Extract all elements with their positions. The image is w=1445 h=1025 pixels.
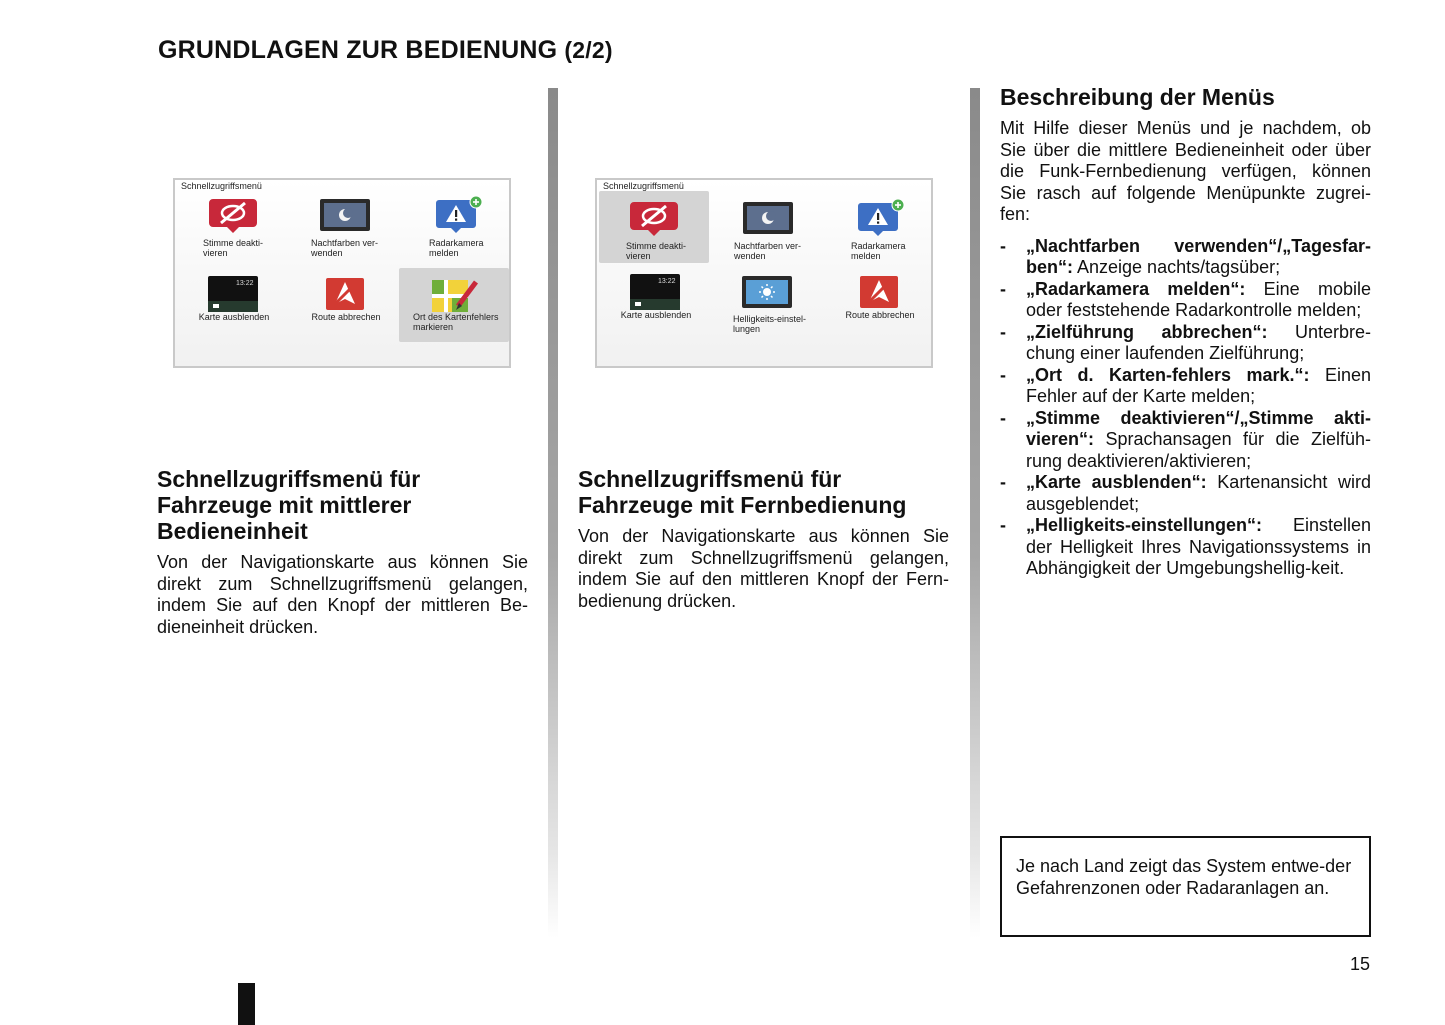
list-item <box>1000 472 1371 515</box>
list-item <box>1000 365 1371 408</box>
hide-map-icon <box>629 272 681 310</box>
map-error-icon <box>428 276 480 314</box>
section-menu-description <box>1000 84 1371 580</box>
list-item-desc: Eine mobile oder feststehende Radarkontrolle melden; <box>1026 278 1371 320</box>
list-dash: - <box>1000 278 1006 299</box>
list-item-desc: Sprachansagen für die Zielfüh-rung deaktivieren/aktivieren; <box>1026 429 1371 471</box>
list-dash: - <box>1000 364 1006 385</box>
hide-map-time: 13:22 <box>236 280 254 287</box>
list-item-desc: Anzeige nachts/tagsüber; <box>1073 257 1281 277</box>
radar-camera-icon <box>853 199 905 237</box>
tile-label: Nachtfarben ver- wenden <box>311 238 379 258</box>
list-item <box>1000 515 1371 580</box>
quick-menu-screenshot-middle <box>595 178 933 368</box>
column-divider-left <box>548 88 558 938</box>
tile-voice-off <box>179 188 287 260</box>
list-dash: - <box>1000 321 1006 342</box>
section-heading: Schnellzugriffsmenü für Fahrzeuge mit mittlerer Bedieneinheit <box>157 466 421 544</box>
list-item-term: „Stimme deaktivieren“/„Stimme akti-vieren“: <box>1026 407 1371 449</box>
column-divider-right <box>970 88 980 938</box>
page-title-suffix: (2/2) <box>564 37 613 63</box>
hide-map-time: 13:22 <box>658 278 676 285</box>
tile-label: Radarkamera melden <box>429 238 484 258</box>
list-item <box>1000 408 1371 473</box>
page-title-text: GRUNDLAGEN ZUR BEDIENUNG <box>158 36 558 64</box>
tile-brightness <box>713 264 821 336</box>
tile-label: Route abbrechen <box>845 310 915 320</box>
cancel-route-icon <box>853 272 905 310</box>
tile-night-colors <box>714 191 822 263</box>
tile-voice-off <box>599 191 709 263</box>
tile-label: Route abbrechen <box>311 312 381 322</box>
cancel-route-icon <box>319 274 371 312</box>
tile-radar-camera <box>825 191 933 263</box>
tile-label: Stimme deakti- vieren <box>203 238 264 258</box>
tile-hide-map <box>601 264 709 336</box>
list-item-desc: Einstellen der Helligkeit Ihres Navigationssystems in Abhängigkeit der Umgebungshellig-keit. <box>1026 515 1371 578</box>
brightness-icon <box>741 272 793 310</box>
tile-label: Helligkeits-einstel- lungen <box>733 314 807 334</box>
note-text: Je nach Land zeigt das System entwe-der Gefahrenzonen oder Radaranlagen an. <box>1016 856 1352 898</box>
tile-map-error <box>399 268 509 342</box>
quick-menu-title: Schnellzugriffsmenü <box>181 181 262 191</box>
list-dash: - <box>1000 515 1006 535</box>
night-colors-icon <box>319 196 371 234</box>
list-item-term: „Karte ausblenden“: <box>1026 472 1207 492</box>
note-box <box>1000 836 1371 937</box>
quick-menu-title: Schnellzugriffsmenü <box>603 181 684 191</box>
list-item-term: „Nachtfarben verwenden“/„Tagesfar-ben“: <box>1026 235 1371 277</box>
tile-label: Stimme deakti- vieren <box>626 241 687 261</box>
tile-cancel-route <box>291 266 399 338</box>
tile-radar-camera <box>403 188 511 260</box>
radar-camera-icon <box>431 196 483 234</box>
night-colors-icon <box>742 199 794 237</box>
list-item-desc: Einen Fehler auf der Karte melden; <box>1026 364 1371 406</box>
hide-map-icon <box>207 274 259 312</box>
section-heading: Schnellzugriffsmenü für Fahrzeuge mit Fernbedienung <box>578 466 907 518</box>
tile-night-colors <box>291 188 399 260</box>
voice-off-icon <box>628 199 680 237</box>
section-intro: Mit Hilfe dieser Menüs und je nachdem, ob Sie über die mittlere Bedieneinheit oder über die Funk-Fernbedienung verfügen, können Sie rasch auf folgende Menüpunkte zugrei-fen: <box>1000 118 1371 224</box>
list-item <box>1000 322 1371 365</box>
list-item-desc: Unterbre-chung einer laufenden Zielführung; <box>1026 321 1371 363</box>
list-item <box>1000 279 1371 322</box>
tile-label: Radarkamera melden <box>851 241 906 261</box>
quick-menu-screenshot-left <box>173 178 511 368</box>
list-item-term: „Helligkeits-einstellungen“: <box>1026 515 1263 535</box>
tile-label: Ort des Kartenfehlers markieren <box>413 312 499 332</box>
list-dash: - <box>1000 235 1006 256</box>
tile-hide-map <box>179 266 287 338</box>
section-edge-marker <box>238 983 255 1025</box>
list-dash: - <box>1000 472 1006 492</box>
section-heading: Beschreibung der Menüs <box>1000 84 1275 110</box>
voice-off-icon <box>207 196 259 234</box>
list-item <box>1000 236 1371 279</box>
list-item-term: „Radarkamera melden“: <box>1026 278 1246 299</box>
tile-label: Karte ausblenden <box>620 310 692 320</box>
list-item-desc: Kartenansicht wird ausgeblendet; <box>1026 472 1371 514</box>
section-body: Von der Navigationskarte aus können Sie direkt zum Schnellzugriffsmenü gelangen, indem Sie auf den mittleren Knopf der Fern-bedienung drücken. <box>578 526 949 611</box>
tile-cancel-route <box>825 264 933 336</box>
list-item-term: „Zielführung abbrechen“: <box>1026 321 1268 342</box>
list-item-term: „Ort d. Karten-fehlers mark.“: <box>1026 364 1310 385</box>
tile-label: Karte ausblenden <box>198 312 270 322</box>
page-number: 15 <box>1350 954 1371 974</box>
page-title <box>158 36 613 65</box>
menu-description-list <box>1000 236 1371 580</box>
section-body: Von der Navigationskarte aus können Sie direkt zum Schnellzugriffsmenü gelangen, indem Sie auf den Knopf der mittleren Be-dieneinheit drücken. <box>157 552 528 637</box>
list-dash: - <box>1000 407 1006 428</box>
tile-label: Nachtfarben ver- wenden <box>734 241 802 261</box>
section-central-control <box>157 466 528 638</box>
section-remote-control <box>578 466 949 612</box>
